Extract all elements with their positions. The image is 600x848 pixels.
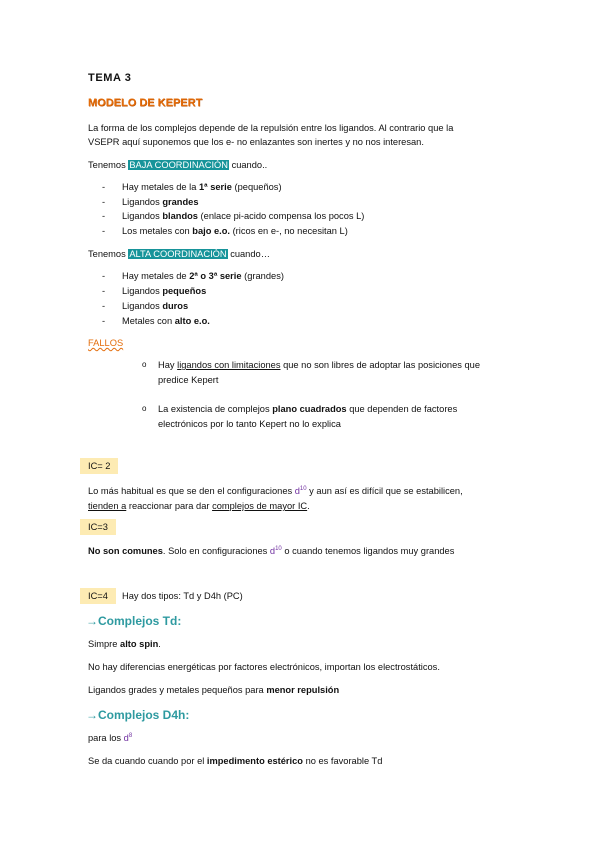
dash-bullet: - xyxy=(102,301,106,311)
list-item: Ligandos duros xyxy=(122,301,189,311)
ic2-line-1: Lo más habitual es que se den el configuraciones $d^{10}$ y aun así es difícil que se estabilicen, xyxy=(88,486,463,497)
baja-pre: Tenemos xyxy=(88,160,129,170)
ic2-line-2: tienden a reaccionar para dar complejos de mayor IC. xyxy=(88,501,310,511)
intro-line-2: VSEPR aquí suponemos que los e- no enlazantes son inertes y no nos interesan. xyxy=(88,137,424,147)
td-line-1: Simpre alto spin. xyxy=(88,639,161,649)
list-item: Los metales con bajo e.o. (ricos en e-, no necesitan L) xyxy=(122,226,348,236)
section-heading: MODELO DE KEPERT xyxy=(88,97,203,109)
fallos-item-1-line-1: Hay ligandos con limitaciones que no son libres de adoptar las posiciones que xyxy=(158,360,480,370)
circle-bullet: o xyxy=(142,360,147,369)
td-line-3: Ligandos grades y metales pequeños para menor repulsión xyxy=(88,685,340,695)
td-line-2: No hay diferencias energéticas por factores electrónicos, importan los electrostáticos. xyxy=(88,662,440,672)
intro-line-1: La forma de los complejos depende de la repulsión entre los ligandos. Al contrario que la xyxy=(88,123,454,133)
d4h-heading: →Complejos D4h: xyxy=(86,708,190,722)
ic4-text: Hay dos tipos: Td y D4h (PC) xyxy=(122,591,243,601)
fallos-label: FALLOS xyxy=(88,338,124,348)
baja-highlight: BAJA COORDINACIÓN xyxy=(129,160,228,170)
circle-bullet: o xyxy=(142,404,147,413)
alta-pre: Tenemos xyxy=(88,249,129,259)
dash-bullet: - xyxy=(102,211,106,221)
dash-bullet: - xyxy=(102,182,106,192)
alta-highlight: ALTA COORDINACIÓN xyxy=(129,249,227,259)
dash-bullet: - xyxy=(102,316,106,326)
ic4-label: IC=4 xyxy=(80,591,116,601)
page-title: TEMA 3 xyxy=(88,72,132,84)
dash-bullet: - xyxy=(102,286,106,296)
fallos-item-1-line-2: predice Kepert xyxy=(158,375,219,385)
baja-line xyxy=(88,160,267,170)
alta-post: cuando… xyxy=(227,249,270,259)
dash-bullet: - xyxy=(102,197,106,207)
td-heading: →Complejos Td: xyxy=(86,614,182,628)
list-item: Metales con alto e.o. xyxy=(122,316,210,326)
list-item: Ligandos pequeños xyxy=(122,286,207,296)
alta-line xyxy=(88,249,270,259)
fallos-item-2-line-2: electrónicos por lo tanto Kepert no lo explica xyxy=(158,419,341,429)
dash-bullet: - xyxy=(102,271,106,281)
list-item: Hay metales de la 1ª serie (pequeños) xyxy=(122,182,282,192)
dash-bullet: - xyxy=(102,226,106,236)
ic2-label: IC= 2 xyxy=(80,461,118,471)
d4h-line-2: Se da cuando cuando por el impedimento estérico no es favorable Td xyxy=(88,756,383,766)
baja-post: cuando.. xyxy=(228,160,268,170)
list-item: Hay metales de 2ª o 3ª serie (grandes) xyxy=(122,271,284,281)
list-item: Ligandos grandes xyxy=(122,197,199,207)
d4h-line-1: para los $d^8$ xyxy=(88,733,133,744)
ic3-label: IC=3 xyxy=(80,522,116,532)
ic3-line: No son comunes. Solo en configuraciones $d^{10}$ o cuando tenemos ligandos muy grandes xyxy=(88,546,455,557)
fallos-item-2-line-1: La existencia de complejos plano cuadrados que dependen de factores xyxy=(158,404,458,414)
list-item: Ligandos blandos (enlace pi-acido compensa los pocos L) xyxy=(122,211,365,221)
